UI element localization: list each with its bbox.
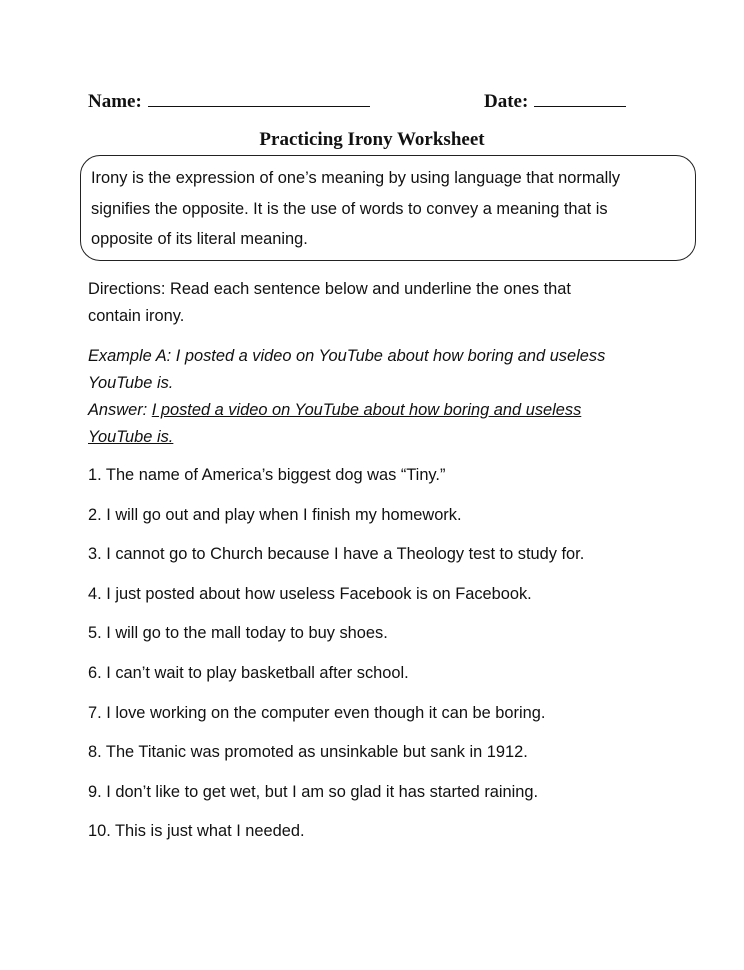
- sentence-item[interactable]: 3. I cannot go to Church because I have a Theology test to study for.: [88, 545, 585, 564]
- sentence-item[interactable]: 9. I don’t like to get wet, but I am so glad it has started raining.: [88, 782, 539, 801]
- date-blank[interactable]: [534, 88, 626, 107]
- answer-label: Answer:: [88, 401, 152, 419]
- definition-box: [80, 155, 696, 261]
- directions-line: Directions: Read each sentence below and underline the ones that: [88, 280, 571, 298]
- name-field[interactable]: [88, 88, 370, 113]
- sentence-item[interactable]: 8. The Titanic was promoted as unsinkable but sank in 1912.: [88, 743, 528, 762]
- sentence-item[interactable]: 7. I love working on the computer even though it can be boring.: [88, 703, 546, 722]
- sentence-item[interactable]: 4. I just posted about how useless Facebook is on Facebook.: [88, 584, 532, 603]
- sentence-item[interactable]: 2. I will go out and play when I finish my homework.: [88, 505, 462, 524]
- date-label: Date:: [484, 91, 529, 112]
- directions: [88, 276, 571, 330]
- sentence-item[interactable]: 6. I can’t wait to play basketball after school.: [88, 664, 409, 682]
- definition-line: opposite of its literal meaning.: [91, 230, 308, 248]
- definition-text: [81, 156, 695, 255]
- name-blank[interactable]: [148, 88, 370, 107]
- sentence-item[interactable]: 5. I will go to the mall today to buy shoes.: [88, 624, 388, 643]
- date-field[interactable]: [484, 88, 626, 113]
- worksheet-title: Practicing Irony Worksheet: [259, 129, 485, 150]
- answer-line: I posted a video on YouTube about how boring and useless: [151, 401, 582, 419]
- example-line: Example A: I posted a video on YouTube about how boring and useless: [88, 347, 606, 365]
- name-label: Name:: [88, 91, 142, 112]
- example: [88, 343, 605, 451]
- sentence-item[interactable]: 1. The name of America’s biggest dog was “Tiny.”: [88, 466, 446, 484]
- sentence-item[interactable]: 10. This is just what I needed.: [88, 822, 305, 841]
- example-line: YouTube is.: [88, 374, 174, 392]
- answer-line: YouTube is.: [88, 428, 174, 446]
- definition-line: signifies the opposite. It is the use of words to convey a meaning that is: [91, 199, 608, 218]
- definition-line: Irony is the expression of one’s meaning by using language that normally: [91, 169, 621, 187]
- directions-line: contain irony.: [88, 307, 185, 325]
